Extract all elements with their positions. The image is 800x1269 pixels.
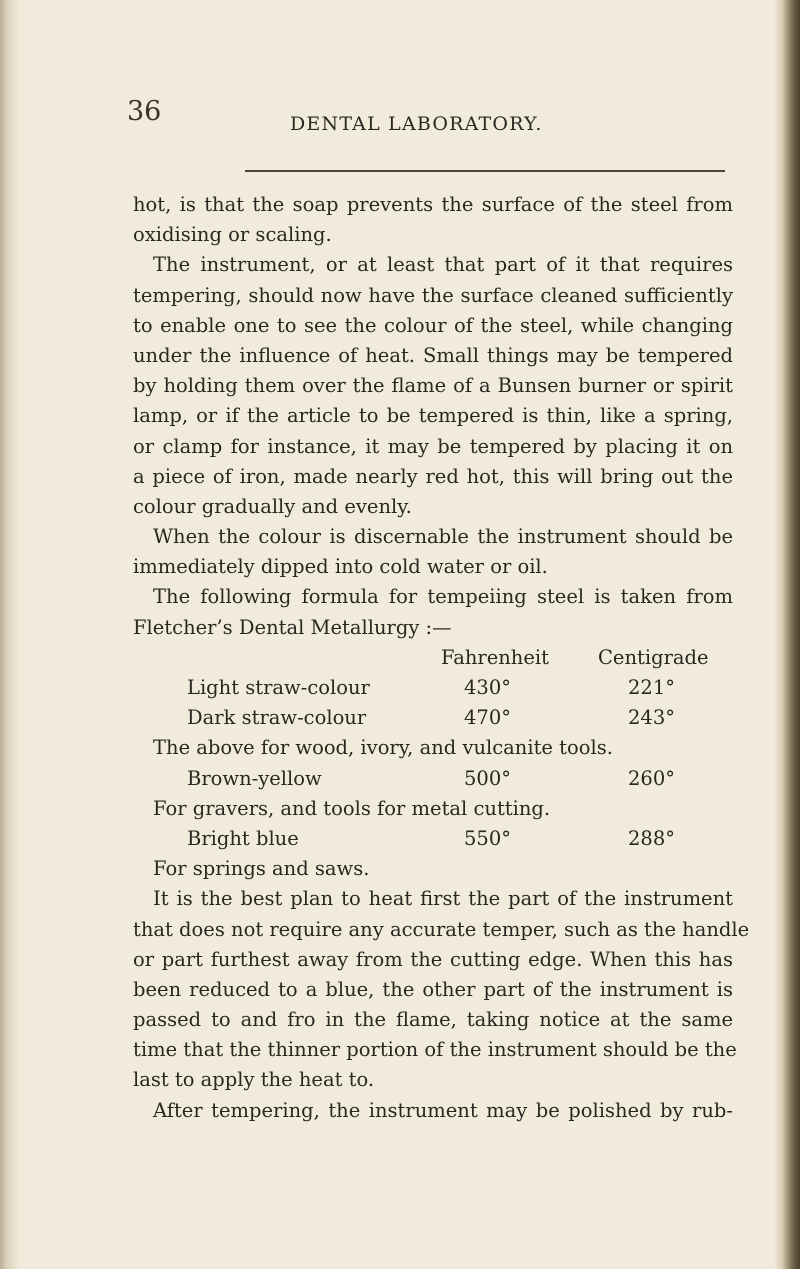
text-line: that does not require any accurate temper, such as the handle (133, 917, 750, 941)
running-head: DENTAL LABORATORY. (290, 113, 543, 135)
text-line: colour gradually and evenly. (133, 494, 412, 518)
text-line: The following formula for tempeiing steel is taken from (153, 585, 733, 609)
temper-colour: Dark straw-colour (187, 706, 367, 730)
temp-fahrenheit: 550° (464, 826, 511, 850)
temper-table-header (133, 643, 733, 673)
text-line: last to apply the heat to. (133, 1068, 375, 1092)
temp-centigrade: 243° (628, 706, 675, 730)
temper-colour: Brown-yellow (187, 766, 322, 790)
text-line: under the influence of heat. Small things may be tempered (133, 343, 733, 367)
text-line: time that the thinner portion of the instrument should be the (133, 1038, 737, 1062)
text-line: Fletcher’s Dental Metallurgy :— (133, 615, 452, 639)
temp-fahrenheit: 430° (464, 676, 511, 699)
text-line: to enable one to see the colour of the steel, while changing (133, 313, 733, 337)
text-line: passed to and fro in the flame, taking notice at the same (133, 1008, 733, 1032)
text-line: When the colour is discernable the instrument should be (153, 525, 733, 549)
text-line: been reduced to a blue, the other part of the instrument is (133, 977, 733, 1001)
temper-colour: Light straw-colour (187, 676, 370, 699)
text-line: or clamp for instance, it may be tempered by placing it on (133, 434, 733, 458)
temper-note: For gravers, and tools for metal cutting. (153, 796, 551, 820)
temper-table-row (133, 703, 733, 733)
text-line: by holding them over the flame of a Bunsen burner or spirit (133, 374, 733, 398)
text-line: hot, is that the soap prevents the surface of the steel from (133, 193, 733, 216)
text-line: lamp, or if the article to be tempered is thin, like a spring, (133, 404, 733, 428)
temper-table-row (133, 764, 733, 794)
text-line: immediately dipped into cold water or oil. (133, 555, 548, 579)
text-line: After tempering, the instrument may be polished by rub- (153, 1098, 733, 1122)
temper-colour: Bright blue (187, 826, 299, 850)
temp-fahrenheit: 500° (464, 766, 511, 790)
page-number: 36 (127, 96, 162, 127)
header-rule (245, 170, 725, 172)
column-header-fahrenheit: Fahrenheit (441, 645, 549, 669)
text-line: oxidising or scaling. (133, 223, 332, 247)
temper-note: The above for wood, ivory, and vulcanite tools. (153, 736, 613, 760)
temper-note: For springs and saws. (153, 857, 370, 881)
text-line: tempering, should now have the surface cleaned sufficiently (133, 283, 733, 307)
body-text (133, 190, 750, 1126)
text-line: It is the best plan to heat first the part of the instrument (153, 887, 733, 911)
column-header-centigrade: Centigrade (598, 645, 709, 669)
temp-centigrade: 288° (628, 826, 675, 850)
temper-table-row (133, 673, 733, 703)
text-line: The instrument, or at least that part of it that requires (153, 253, 733, 277)
text-line: a piece of iron, made nearly red hot, this will bring out the (133, 464, 733, 488)
temper-table-row (133, 824, 733, 854)
text-line: or part furthest away from the cutting edge. When this has (133, 947, 733, 971)
temp-centigrade: 221° (628, 676, 675, 699)
temp-centigrade: 260° (628, 766, 675, 790)
temp-fahrenheit: 470° (464, 706, 511, 730)
